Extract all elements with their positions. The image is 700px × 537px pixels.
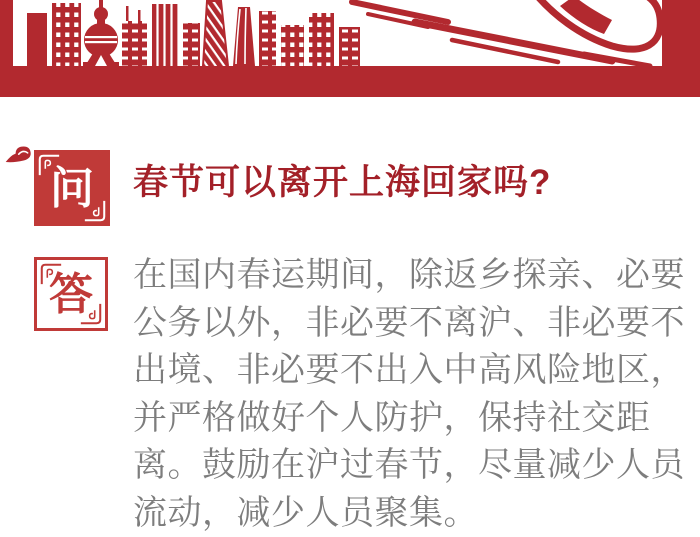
answer-line: 公务以外，非必要不离沪、非必要不 [133,300,685,348]
chinese-corner-scroll-icon [79,302,103,326]
question-badge [34,150,110,226]
auspicious-cloud-icon [3,143,38,169]
chinese-corner-scroll-icon [83,199,107,223]
chinese-corner-scroll-icon [37,153,61,177]
answer-badge-char: 答 [49,273,93,317]
question-badge-char: 问 [50,167,94,211]
chinese-corner-scroll-icon [39,262,63,286]
answer-line: 流动，减少人员聚集。 [133,490,685,537]
answer-line: 离。鼓励在沪过春节，尽量减少人员 [133,442,685,490]
banner-illustration [0,0,700,97]
answer-text [133,252,685,537]
answer-line: 并严格做好个人防护，保持社交距 [133,395,685,443]
answer-line: 出境、非必要不出入中高风险地区， [133,347,685,395]
answer-line: 在国内春运期间，除返乡探亲、必要 [133,252,685,300]
header-banner [0,0,700,97]
question-text: 春节可以离开上海回家吗? [133,155,551,205]
answer-badge [34,257,108,331]
